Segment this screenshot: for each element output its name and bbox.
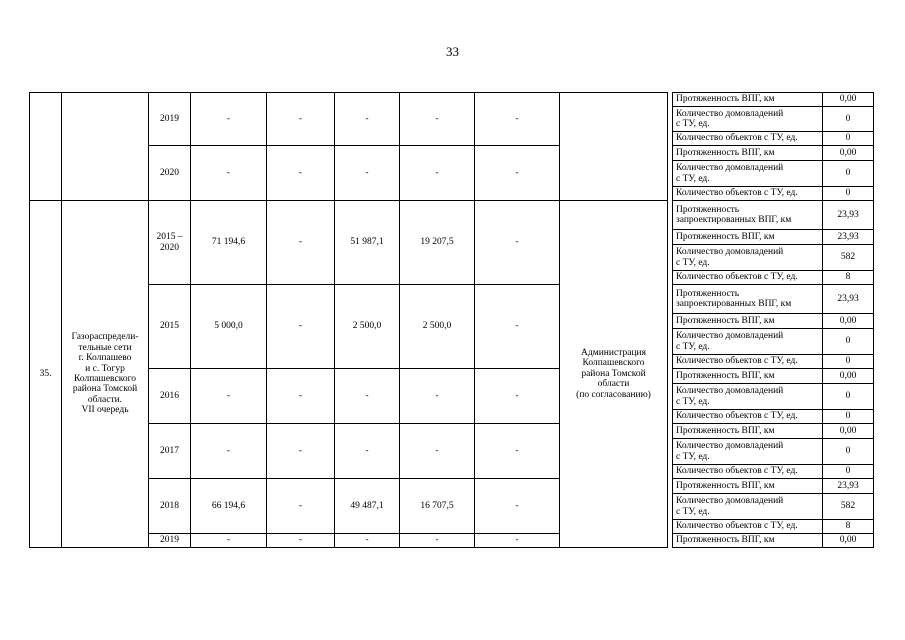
year-cell: 2020 [149,146,191,201]
indicator-name: Количество домовладений с ТУ, ед. [673,161,823,187]
page-number: 33 [446,44,459,59]
indicator-name: Протяженность ВПГ, км [673,230,823,245]
indicator-value: 0,00 [823,93,874,107]
other-sources-cell: - [475,93,560,146]
local-budget-cell: - [400,369,475,424]
total-cell: 5 000,0 [191,285,267,369]
total-cell: - [191,424,267,479]
federal-budget-cell: - [267,369,335,424]
indicator-value: 23,93 [823,201,874,230]
indicator-value: 8 [823,520,874,534]
indicator-value: 0 [823,439,874,465]
local-budget-cell: - [400,534,475,548]
year-cell: 2017 [149,424,191,479]
indicator-value: 0,00 [823,369,874,384]
local-budget-cell: 16 707,5 [400,479,475,534]
local-budget-cell: - [400,424,475,479]
total-cell: - [191,534,267,548]
row-number-cell [30,93,62,201]
other-sources-cell: - [475,369,560,424]
total-cell: - [191,146,267,201]
indicator-name: Протяженность запроектированных ВПГ, км [673,201,823,230]
program-table [29,92,874,548]
federal-budget-cell: - [267,146,335,201]
indicator-value: 0,00 [823,424,874,439]
executor-cell [560,93,668,201]
indicator-name: Количество объектов с ТУ, ед. [673,187,823,201]
indicator-name: Количество домовладений с ТУ, ед. [673,329,823,355]
indicator-name: Протяженность ВПГ, км [673,146,823,161]
indicator-value: 0 [823,107,874,132]
indicator-value: 23,93 [823,285,874,314]
other-sources-cell: - [475,534,560,548]
other-sources-cell: - [475,201,560,285]
local-budget-cell: - [400,93,475,146]
federal-budget-cell: - [267,534,335,548]
indicator-name: Количество объектов с ТУ, ед. [673,520,823,534]
executor-cell: Администрация Колпашевского района Томской области (по согласованию) [560,201,668,548]
regional-budget-cell: - [335,369,400,424]
local-budget-cell: 2 500,0 [400,285,475,369]
other-sources-cell: - [475,479,560,534]
indicator-value: 0 [823,384,874,410]
year-cell: 2015 [149,285,191,369]
indicator-name: Количество объектов с ТУ, ед. [673,410,823,424]
federal-budget-cell: - [267,285,335,369]
total-cell: - [191,93,267,146]
indicator-value: 0,00 [823,146,874,161]
indicator-name: Протяженность ВПГ, км [673,424,823,439]
year-cell: 2015 – 2020 [149,201,191,285]
federal-budget-cell: - [267,424,335,479]
indicator-name: Протяженность ВПГ, км [673,369,823,384]
indicator-value: 0 [823,187,874,201]
indicator-name: Протяженность ВПГ, км [673,534,823,548]
other-sources-cell: - [475,146,560,201]
indicator-value: 23,93 [823,230,874,245]
regional-budget-cell: 49 487,1 [335,479,400,534]
indicator-name: Протяженность запроектированных ВПГ, км [673,285,823,314]
indicator-name: Протяженность ВПГ, км [673,479,823,494]
indicator-name: Количество объектов с ТУ, ед. [673,465,823,479]
indicator-value: 582 [823,494,874,520]
year-cell: 2018 [149,479,191,534]
indicator-value: 23,93 [823,479,874,494]
regional-budget-cell: 2 500,0 [335,285,400,369]
indicator-name: Количество домовладений с ТУ, ед. [673,245,823,271]
federal-budget-cell: - [267,479,335,534]
other-sources-cell: - [475,285,560,369]
indicator-value: 0 [823,355,874,369]
indicator-name: Протяженность ВПГ, км [673,93,823,107]
row-number-cell: 35. [30,201,62,548]
indicator-value: 0,00 [823,314,874,329]
regional-budget-cell: - [335,424,400,479]
federal-budget-cell: - [267,201,335,285]
total-cell: - [191,369,267,424]
local-budget-cell: - [400,146,475,201]
indicator-name: Количество объектов с ТУ, ед. [673,271,823,285]
object-name-cell: Газораспредели- тельные сети г. Колпашево и с. Тогур Колпашевского района Томской области. VII очередь [62,201,149,548]
indicator-name: Количество домовладений с ТУ, ед. [673,439,823,465]
regional-budget-cell: - [335,146,400,201]
regional-budget-cell: 51 987,1 [335,201,400,285]
indicator-name: Количество домовладений с ТУ, ед. [673,107,823,132]
indicator-value: 0,00 [823,534,874,548]
indicator-value: 8 [823,271,874,285]
indicator-value: 0 [823,465,874,479]
other-sources-cell: - [475,424,560,479]
local-budget-cell: 19 207,5 [400,201,475,285]
indicator-value: 0 [823,161,874,187]
indicator-name: Протяженность ВПГ, км [673,314,823,329]
federal-budget-cell: - [267,93,335,146]
indicator-value: 582 [823,245,874,271]
indicator-name: Количество домовладений с ТУ, ед. [673,494,823,520]
indicator-value: 0 [823,132,874,146]
year-cell: 2019 [149,534,191,548]
indicator-name: Количество объектов с ТУ, ед. [673,132,823,146]
regional-budget-cell: - [335,93,400,146]
indicator-value: 0 [823,410,874,424]
indicator-name: Количество домовладений с ТУ, ед. [673,384,823,410]
year-cell: 2019 [149,93,191,146]
indicator-name: Количество объектов с ТУ, ед. [673,355,823,369]
total-cell: 71 194,6 [191,201,267,285]
object-name-cell [62,93,149,201]
regional-budget-cell: - [335,534,400,548]
total-cell: 66 194,6 [191,479,267,534]
year-cell: 2016 [149,369,191,424]
indicator-value: 0 [823,329,874,355]
